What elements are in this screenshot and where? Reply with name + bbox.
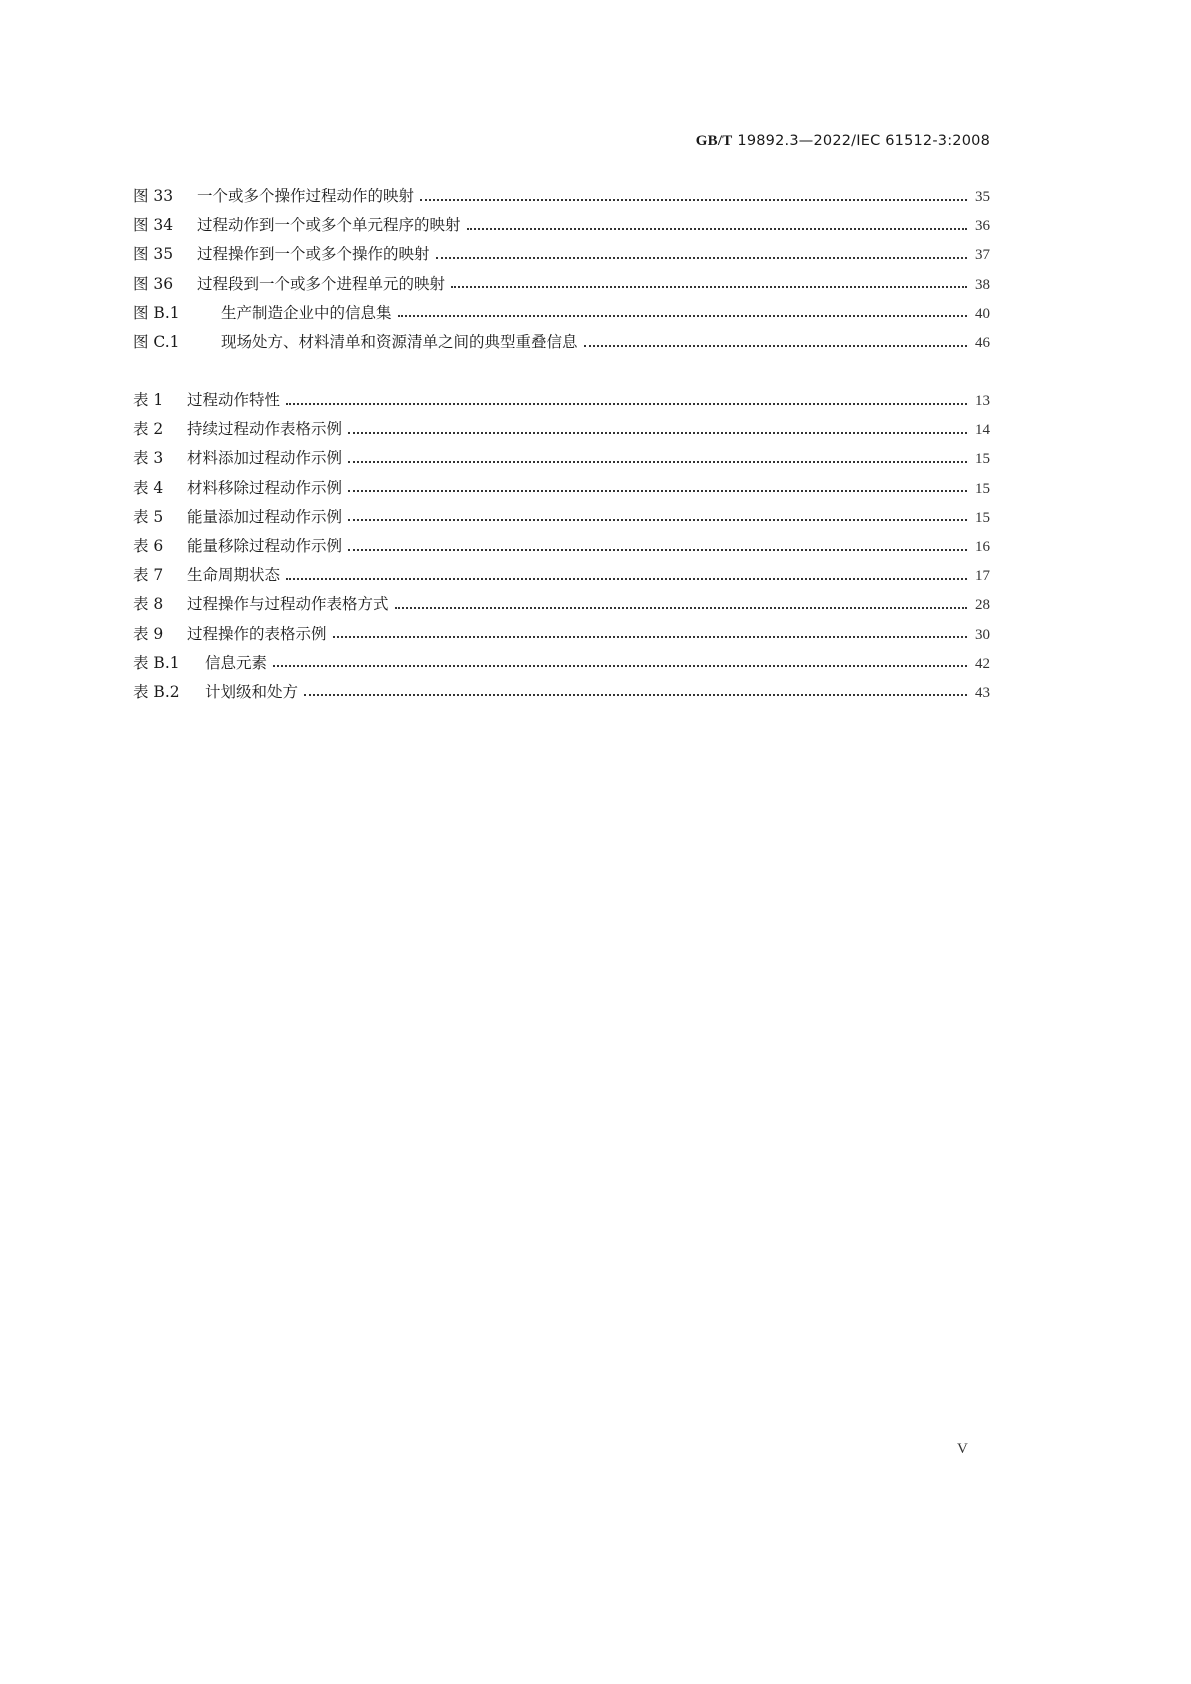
entry-page-number: 38 <box>975 276 990 293</box>
dot-leader <box>436 257 967 259</box>
dot-leader <box>348 461 967 463</box>
entry-title: 一个或多个操作过程动作的映射 <box>197 187 415 205</box>
table-entry[interactable] <box>133 503 990 532</box>
entry-label: 图 33 <box>133 187 174 205</box>
entry-page-number: 43 <box>975 684 990 701</box>
dot-leader <box>304 694 967 696</box>
entry-label: 表 3 <box>133 449 164 468</box>
table-entry[interactable] <box>133 620 990 649</box>
dot-leader <box>395 607 967 609</box>
table-entry[interactable] <box>133 561 990 590</box>
page-number: V <box>957 1441 968 1457</box>
dot-leader <box>451 286 967 288</box>
dot-leader <box>273 665 967 667</box>
entry-label: 表 9 <box>133 624 164 643</box>
entry-page-number: 42 <box>975 655 990 672</box>
entry-title: 材料添加过程动作示例 <box>187 449 343 468</box>
entry-title: 过程动作到一个或多个单元程序的映射 <box>197 216 461 235</box>
entry-page-number: 17 <box>975 568 990 585</box>
table-entry[interactable] <box>133 386 990 415</box>
table-entry[interactable] <box>133 444 990 473</box>
entry-title: 过程操作的表格示例 <box>187 624 327 643</box>
dot-leader <box>348 519 967 521</box>
entry-page-number: 15 <box>975 451 990 468</box>
table-entry[interactable] <box>133 532 990 561</box>
entry-label: 表 1 <box>133 391 164 409</box>
dot-leader <box>333 636 967 638</box>
figure-entry[interactable] <box>133 211 990 240</box>
entry-title: 过程动作特性 <box>187 391 281 409</box>
entry-page-number: 40 <box>975 305 990 322</box>
entry-label: 表 7 <box>133 566 164 585</box>
entry-title: 生产制造企业中的信息集 <box>221 303 392 322</box>
entry-page-number: 30 <box>975 626 990 643</box>
entry-page-number: 46 <box>975 334 990 351</box>
dot-leader <box>286 578 967 580</box>
entry-label: 表 8 <box>133 595 164 614</box>
dot-leader <box>420 199 967 201</box>
figure-entry[interactable] <box>133 182 990 211</box>
entry-page-number: 16 <box>975 538 990 555</box>
entry-page-number: 15 <box>975 509 990 526</box>
dot-leader <box>584 345 967 347</box>
entry-label: 表 5 <box>133 507 164 526</box>
entry-title: 过程段到一个或多个进程单元的映射 <box>197 274 446 293</box>
entry-page-number: 13 <box>975 393 990 409</box>
figure-entry[interactable] <box>133 270 990 299</box>
entry-title: 材料移除过程动作示例 <box>187 478 343 497</box>
entry-page-number: 14 <box>975 422 990 439</box>
document-header <box>696 131 990 150</box>
entry-page-number: 36 <box>975 218 990 235</box>
entry-label: 图 36 <box>133 274 174 293</box>
figure-list <box>133 182 990 357</box>
standard-number: 19892.3—2022/IEC 61512-3:2008 <box>737 133 990 149</box>
entry-title: 生命周期状态 <box>187 566 281 585</box>
entry-page-number: 15 <box>975 480 990 497</box>
dot-leader <box>348 432 967 434</box>
figure-entry[interactable] <box>133 299 990 328</box>
table-list <box>133 386 990 707</box>
standard-code: GB/T <box>695 133 733 149</box>
figure-entry[interactable] <box>133 240 990 269</box>
dot-leader <box>348 490 967 492</box>
entry-title: 持续过程动作表格示例 <box>187 420 343 439</box>
entry-label: 图 B.1 <box>133 303 180 322</box>
entry-page-number: 37 <box>975 247 990 264</box>
entry-title: 能量移除过程动作示例 <box>187 536 343 555</box>
table-entry[interactable] <box>133 678 990 707</box>
entry-page-number: 28 <box>975 597 990 614</box>
table-entry[interactable] <box>133 649 990 678</box>
table-entry[interactable] <box>133 415 990 444</box>
table-entry[interactable] <box>133 474 990 503</box>
entry-label: 图 35 <box>133 245 174 264</box>
entry-label: 图 34 <box>133 216 174 235</box>
entry-title: 过程操作与过程动作表格方式 <box>187 595 389 614</box>
entry-title: 过程操作到一个或多个操作的映射 <box>197 245 430 264</box>
entry-title: 能量添加过程动作示例 <box>187 507 343 526</box>
entry-label: 表 6 <box>133 536 164 555</box>
entry-title: 现场处方、材料清单和资源清单之间的典型重叠信息 <box>221 332 578 351</box>
dot-leader <box>398 315 967 317</box>
dot-leader <box>467 228 967 230</box>
figure-entry[interactable] <box>133 328 990 357</box>
dot-leader <box>286 403 967 405</box>
entry-title: 信息元素 <box>205 653 268 672</box>
entry-label: 表 B.2 <box>133 682 180 701</box>
entry-label: 表 B.1 <box>133 653 180 672</box>
entry-label: 表 2 <box>133 420 164 439</box>
entry-label: 表 4 <box>133 478 164 497</box>
dot-leader <box>348 549 967 551</box>
entry-page-number: 35 <box>975 189 990 205</box>
entry-label: 图 C.1 <box>133 332 180 351</box>
entry-title: 计划级和处方 <box>205 682 299 701</box>
table-entry[interactable] <box>133 590 990 619</box>
